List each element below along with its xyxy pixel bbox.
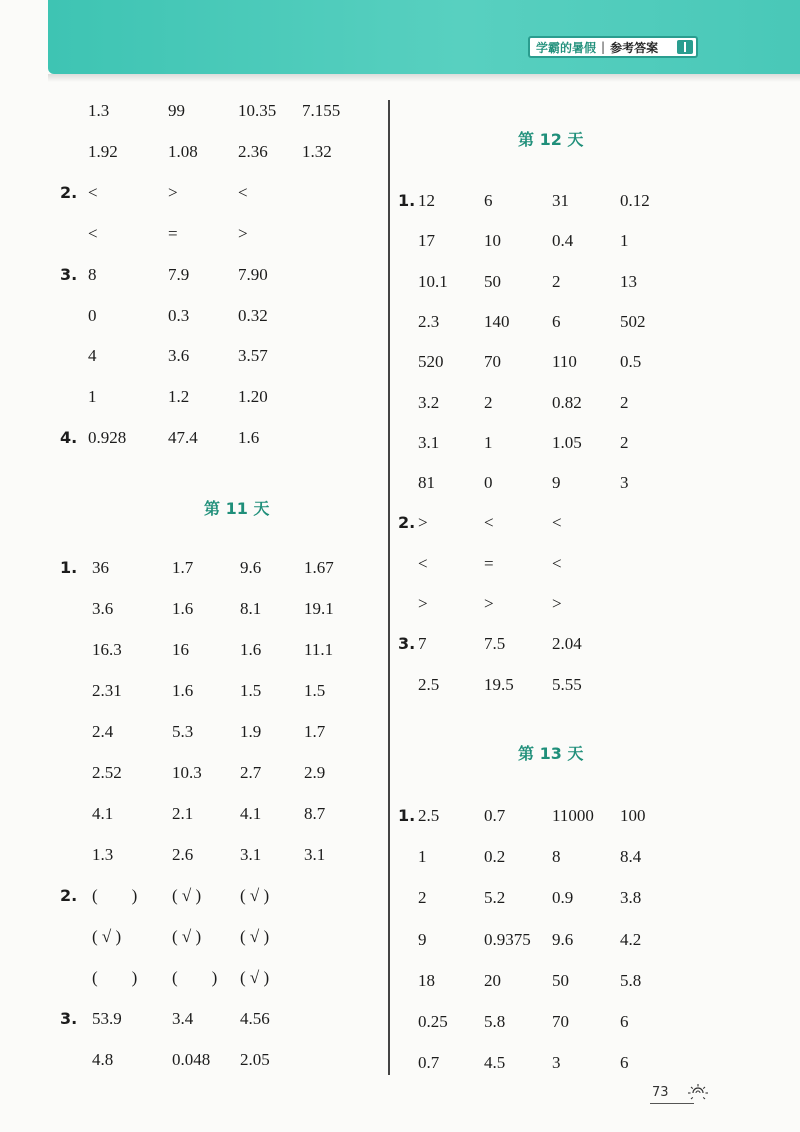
answer-row	[398, 511, 728, 535]
answer-row	[398, 189, 728, 213]
answer-value: 11000	[552, 806, 594, 825]
answer-row	[60, 99, 390, 123]
answer-value: 2.6	[172, 845, 194, 864]
answer-row	[398, 1051, 728, 1075]
answer-value: 0.928	[88, 428, 127, 448]
answer-value: ( √ )	[172, 886, 202, 905]
question-number: 3.	[60, 1009, 78, 1028]
answer-value: 4.2	[620, 929, 642, 949]
answer-row	[398, 431, 728, 455]
answer-value: 4.5	[484, 1053, 506, 1073]
page-number: 73	[652, 1085, 669, 1100]
answer-value: 10	[484, 231, 501, 251]
answer-row	[398, 471, 728, 495]
answer-value: 100	[620, 806, 646, 825]
answer-value: 0.7	[418, 1053, 440, 1073]
answer-value: 3.4	[172, 1009, 194, 1028]
answer-value: 1.3	[88, 101, 110, 120]
answer-value: 2.05	[240, 1050, 270, 1069]
answer-value: ( √ )	[240, 927, 270, 946]
answer-value: <	[88, 223, 98, 243]
answer-value: 50	[484, 271, 501, 291]
answer-value: 6	[552, 311, 561, 331]
answer-value: 2	[484, 392, 493, 412]
answer-value: ( )	[172, 968, 218, 987]
question-number: 1.	[398, 191, 416, 210]
answer-value: 1	[418, 847, 427, 867]
answer-value: 9.6	[240, 558, 262, 577]
answer-value: 1.05	[552, 432, 582, 452]
answer-row	[60, 1007, 390, 1031]
answer-value: 2	[620, 432, 629, 452]
answer-value: 3.8	[620, 888, 642, 908]
answer-value: 3.57	[238, 346, 268, 366]
answer-value: 2.04	[552, 634, 582, 654]
answer-value: 8	[552, 847, 561, 867]
answer-value: 9	[418, 929, 427, 949]
answer-value: 2.7	[240, 763, 262, 782]
answer-value: 20	[484, 970, 501, 990]
answer-value: <	[238, 182, 248, 202]
answer-value: 0.9	[552, 888, 574, 908]
day12-heading: 第 12 天	[518, 130, 584, 149]
question-number: 1.	[60, 558, 78, 577]
answer-value: 1.20	[238, 387, 268, 407]
answer-value: >	[418, 513, 428, 533]
answer-row	[60, 140, 390, 164]
answer-row	[60, 304, 390, 328]
answer-row	[398, 845, 728, 869]
answer-value: 6	[620, 1012, 629, 1031]
answer-value: =	[484, 553, 494, 573]
question-number: 1.	[398, 806, 416, 825]
sun-icon	[685, 1080, 711, 1106]
answer-value: 17	[418, 231, 435, 251]
answer-value: 2.5	[418, 806, 440, 825]
answer-value: 47.4	[168, 428, 198, 448]
answer-row	[60, 761, 390, 785]
answer-row	[398, 270, 728, 294]
answer-value: 3.1	[418, 432, 440, 452]
answer-value: 4.56	[240, 1009, 270, 1028]
answer-value: 10.3	[172, 763, 202, 782]
answer-value: 7.5	[484, 634, 506, 654]
answer-value: <	[552, 513, 562, 533]
answer-value: 0.25	[418, 1012, 448, 1031]
answer-value: 5.8	[620, 970, 642, 990]
answer-value: 6	[620, 1053, 629, 1073]
answer-value: 11.1	[304, 640, 334, 659]
answer-value: <	[484, 513, 494, 533]
answer-value: 1.7	[304, 722, 326, 741]
answer-row	[398, 552, 728, 576]
answer-value: >	[484, 594, 494, 613]
answer-value: ( )	[92, 968, 138, 987]
question-number: 2.	[398, 513, 416, 533]
book-icon	[677, 40, 693, 54]
day13-heading: 第 13 天	[518, 744, 584, 763]
answer-value: 3.6	[92, 599, 114, 618]
answer-row	[398, 592, 728, 616]
answer-row	[60, 966, 390, 990]
answer-row	[60, 884, 390, 908]
answer-row	[398, 928, 728, 952]
answer-value: 4.8	[92, 1050, 114, 1069]
answer-value: 1.6	[172, 681, 194, 700]
answer-value: 2.9	[304, 763, 326, 782]
answer-value: 70	[484, 352, 501, 372]
answer-value: 9	[552, 473, 561, 493]
answer-value: >	[168, 182, 178, 202]
answer-value: <	[552, 553, 562, 573]
answer-row	[398, 886, 728, 910]
answer-row	[60, 638, 390, 662]
header-section: 参考答案	[610, 40, 659, 55]
answer-row	[60, 181, 390, 205]
answer-value: 1.6	[240, 640, 262, 659]
answer-row	[60, 925, 390, 949]
answer-value: 10.35	[238, 101, 277, 120]
answer-value: 1.6	[238, 428, 260, 448]
answer-value: 10.1	[418, 271, 448, 291]
answer-row	[60, 426, 390, 450]
answer-value: 1.5	[304, 681, 326, 700]
answer-value: 16	[172, 640, 189, 659]
answer-row	[60, 679, 390, 703]
answer-value: 520	[418, 352, 444, 372]
answer-value: 4.1	[92, 804, 114, 823]
answer-value: 3	[552, 1053, 561, 1073]
answer-row	[60, 843, 390, 867]
answer-value: 2.31	[92, 681, 122, 700]
answer-value: 1.7	[172, 558, 194, 577]
answer-value: 50	[552, 970, 569, 990]
answer-value: 7	[418, 634, 427, 654]
answer-value: ( √ )	[172, 927, 202, 946]
answer-value: 0.9375	[484, 929, 531, 949]
answer-value: >	[238, 223, 248, 243]
answer-value: 7.90	[238, 264, 268, 284]
answer-row	[60, 1048, 390, 1072]
header-shadow	[48, 74, 800, 82]
answer-value: 8	[88, 264, 97, 284]
header-separator: |	[601, 40, 606, 54]
answer-value: 16.3	[92, 640, 122, 659]
answer-value: 1.3	[92, 845, 114, 864]
answer-value: 5.8	[484, 1012, 506, 1031]
answer-value: 0.82	[552, 392, 582, 412]
question-number: 3.	[60, 264, 78, 284]
answer-value: 6	[484, 191, 493, 210]
question-number: 3.	[398, 634, 416, 654]
answer-value: 1.08	[168, 141, 198, 161]
answer-value: ( )	[92, 886, 138, 905]
answer-value: 1.92	[88, 141, 118, 161]
answer-value: 7.9	[168, 264, 190, 284]
answer-value: 0	[484, 473, 493, 493]
answer-value: 13	[620, 271, 637, 291]
answer-value: 140	[484, 311, 510, 331]
answer-value: 2.36	[238, 141, 268, 161]
answer-row	[398, 350, 728, 374]
answer-value: 31	[552, 191, 569, 210]
answer-row	[398, 391, 728, 415]
answer-value: 8.7	[304, 804, 326, 823]
answer-row	[60, 263, 390, 287]
answer-row	[60, 720, 390, 744]
answer-value: 0.048	[172, 1050, 211, 1069]
answer-row	[60, 222, 390, 246]
answer-row	[398, 804, 728, 828]
answer-value: 2	[552, 271, 561, 291]
question-number: 2.	[60, 182, 78, 202]
answer-value: 1.32	[302, 141, 332, 161]
answer-value: 0	[88, 305, 97, 325]
answer-row	[398, 310, 728, 334]
answer-value: 2.5	[418, 674, 440, 694]
answer-value: 1	[620, 231, 629, 251]
answer-value: 19.5	[484, 674, 514, 694]
answer-value: 2.4	[92, 722, 114, 741]
answer-value: ( √ )	[92, 927, 122, 946]
answer-value: 18	[418, 970, 435, 990]
answer-value: 3	[620, 473, 629, 493]
answer-value: 1	[484, 432, 493, 452]
answer-value: 53.9	[92, 1009, 122, 1028]
answer-value: 8.1	[240, 599, 262, 618]
answer-row	[60, 385, 390, 409]
answer-value: 0.4	[552, 231, 574, 251]
answer-value: 2.1	[172, 804, 194, 823]
header-label	[528, 36, 698, 58]
answer-value: 0.2	[484, 847, 506, 867]
answer-value: ( √ )	[240, 968, 270, 987]
answer-value: 4	[88, 346, 97, 366]
answer-row	[398, 969, 728, 993]
answer-value: 99	[168, 101, 185, 120]
answer-row	[398, 229, 728, 253]
answer-row	[60, 344, 390, 368]
answer-value: 8.4	[620, 847, 642, 867]
answer-value: 9.6	[552, 929, 574, 949]
answer-value: 1.9	[240, 722, 262, 741]
answer-value: 110	[552, 352, 577, 372]
answer-value: 3.1	[240, 845, 262, 864]
header-brand: 学霸的暑假	[536, 40, 597, 55]
answer-value: 19.1	[304, 599, 334, 618]
answer-value: <	[418, 553, 428, 573]
answer-row	[398, 1010, 728, 1034]
answer-value: 1.2	[168, 387, 190, 407]
answer-value: 0.7	[484, 806, 506, 825]
answer-value: ( √ )	[240, 886, 270, 905]
answer-value: 0.5	[620, 352, 642, 372]
question-number: 2.	[60, 886, 78, 905]
answer-value: 1.5	[240, 681, 262, 700]
answer-value: 2	[620, 392, 629, 412]
answer-value: >	[552, 594, 562, 613]
answer-value: 1	[88, 387, 97, 407]
answer-value: >	[418, 594, 428, 613]
answer-row	[60, 556, 390, 580]
answer-row	[398, 673, 728, 697]
answer-value: 36	[92, 558, 109, 577]
answer-value: <	[88, 182, 98, 202]
answer-value: =	[168, 223, 178, 243]
answer-value: 5.55	[552, 674, 582, 694]
answer-value: 0.32	[238, 305, 268, 325]
answer-value: 3.1	[304, 845, 326, 864]
answer-value: 1.67	[304, 558, 334, 577]
answer-value: 4.1	[240, 804, 262, 823]
answer-value: 5.2	[484, 888, 506, 908]
answer-value: 2	[418, 888, 427, 908]
answer-value: 3.2	[418, 392, 440, 412]
answer-value: 2.3	[418, 311, 440, 331]
answer-value: 0.3	[168, 305, 190, 325]
answer-value: 3.6	[168, 346, 190, 366]
answer-value: 5.3	[172, 722, 194, 741]
answer-value: 12	[418, 191, 435, 210]
answer-value: 502	[620, 311, 646, 331]
question-number: 4.	[60, 428, 78, 448]
answer-value: 70	[552, 1012, 569, 1031]
answer-row	[60, 597, 390, 621]
answer-value: 7.155	[302, 101, 341, 120]
answer-value: 1.6	[172, 599, 194, 618]
answer-value: 0.12	[620, 191, 650, 210]
day11-heading: 第 11 天	[204, 499, 270, 518]
answer-row	[60, 802, 390, 826]
answer-value: 2.52	[92, 763, 122, 782]
answer-row	[398, 632, 728, 656]
answer-value: 81	[418, 473, 435, 493]
